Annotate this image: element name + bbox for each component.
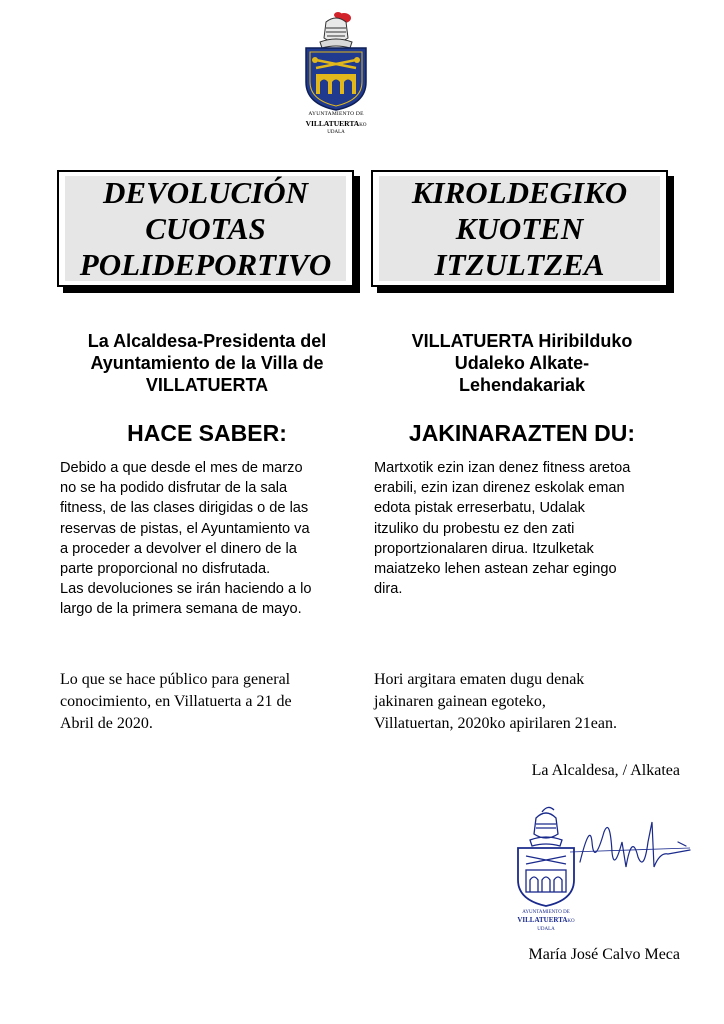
crest-caption-line1: AYUNTAMIENTO DE xyxy=(308,111,364,117)
header-line: La Alcaldesa-Presidenta del xyxy=(87,331,327,351)
body-line: no se ha podido disfrutar de la sala xyxy=(60,480,288,497)
header-line: VILLATUERTA Hiribilduko xyxy=(411,331,633,351)
closing-line: Abril de 2020. xyxy=(60,715,153,732)
closing-line: Villatuertan, 2020ko apirilaren 21ean. xyxy=(374,715,617,732)
closing-line: Hori argitara ematen dugu denak xyxy=(374,671,585,688)
title-line: POLIDEPORTIVO xyxy=(79,246,332,282)
closing-line: conocimiento, en Villatuerta a 21 de xyxy=(60,693,292,710)
body-line: fitness, de las clases dirigidas o de las xyxy=(60,500,309,517)
title-line: KUOTEN xyxy=(455,210,584,246)
municipal-crest xyxy=(296,8,376,136)
spanish-body xyxy=(60,458,358,620)
basque-body xyxy=(374,458,674,599)
crest-caption-line2 xyxy=(296,120,376,128)
spanish-closing xyxy=(60,669,358,735)
body-line: a proceder a devolver el dinero de la xyxy=(60,540,297,557)
stamp-caption-line3: UDALA xyxy=(537,927,555,932)
handwritten-signature xyxy=(560,812,700,882)
body-line: largo de la primera semana de mayo. xyxy=(60,601,302,618)
header-line: Udaleko Alkate- xyxy=(454,353,590,373)
body-line: edota pistak erreserbatu, Udalak xyxy=(374,500,585,517)
closing-line: Lo que se hace público para general xyxy=(60,671,291,688)
coat-of-arms-icon xyxy=(296,8,376,112)
body-line: dira. xyxy=(374,581,403,598)
body-line: maiatzeko lehen astean zehar egingo xyxy=(374,561,617,578)
basque-header xyxy=(372,330,672,396)
signer-name: María José Calvo Meca xyxy=(528,946,680,963)
closing-line: jakinaren gainean egoteko, xyxy=(374,693,546,710)
spanish-header xyxy=(58,330,356,396)
stamp-caption-town: VILLATUERTA xyxy=(517,916,568,924)
basque-closing xyxy=(374,669,674,735)
stamp-caption-line1: AYUNTAMIENTO DE xyxy=(522,910,570,915)
title-line: CUOTAS xyxy=(145,210,266,246)
signer-role: La Alcaldesa, / Alkatea xyxy=(531,762,680,779)
stamp-caption-line2 xyxy=(508,917,584,924)
crest-caption-line3: UDALA xyxy=(327,130,345,135)
basque-announcement: JAKINARAZTEN DU: xyxy=(408,420,636,446)
body-line: itzuliko du probestu ez den zati xyxy=(374,520,575,537)
spanish-announcement: HACE SABER: xyxy=(127,420,287,446)
header-line: Lehendakariak xyxy=(458,375,586,395)
title-box-spanish-fill xyxy=(65,176,346,281)
title-line: KIROLDEGIKO xyxy=(411,174,628,210)
body-line: Martxotik ezin izan denez fitness aretoa xyxy=(374,460,631,476)
stamp-caption-suffix: KO xyxy=(567,919,575,924)
body-line: parte proporcional no disfrutada. xyxy=(60,561,271,578)
title-box-spanish xyxy=(57,170,354,287)
body-line: reservas de pistas, el Ayuntamiento va xyxy=(60,520,310,537)
crest-caption-suffix: KO xyxy=(359,123,367,128)
title-line: DEVOLUCIÓN xyxy=(103,174,308,210)
body-line: Las devoluciones se irán haciendo a lo xyxy=(60,581,312,598)
title-box-basque xyxy=(371,170,668,287)
header-line: VILLATUERTA xyxy=(145,375,269,395)
body-line: erabili, ezin izan direnez eskolak eman xyxy=(374,480,625,497)
crest-caption-town: VILLATUERTA xyxy=(305,119,360,128)
body-line: Debido a que desde el mes de marzo xyxy=(60,460,303,476)
title-line: ITZULTZEA xyxy=(434,246,605,282)
header-line: Ayuntamiento de la Villa de xyxy=(90,353,324,373)
body-line: proportzionalaren dirua. Itzulketak xyxy=(374,540,594,557)
title-box-basque-fill xyxy=(379,176,660,281)
